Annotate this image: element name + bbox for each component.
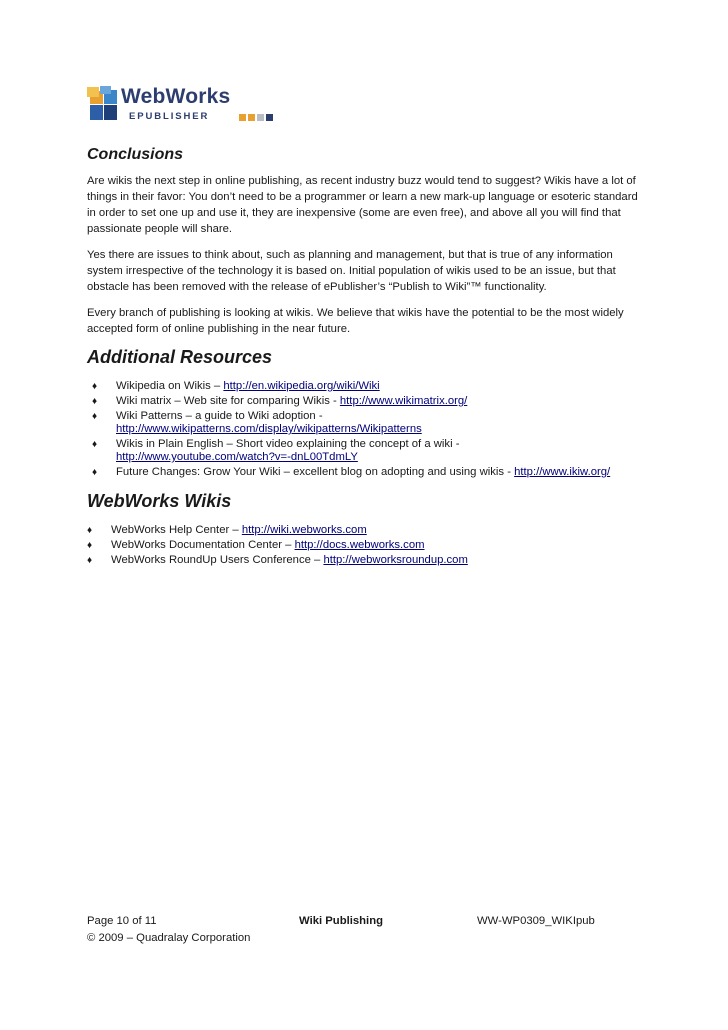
- additional-resources-section: [87, 347, 647, 479]
- documentation-center-link[interactable]: http://docs.webworks.com: [294, 539, 425, 551]
- diamond-bullet-icon: ♦: [92, 396, 98, 407]
- page-content: [87, 146, 647, 579]
- document-id: WW-WP0309_WIKIpub: [477, 915, 595, 927]
- wikipedia-link[interactable]: http://en.wikipedia.org/wiki/Wiki: [223, 380, 380, 392]
- ikiw-link[interactable]: http://www.ikiw.org/: [514, 466, 611, 478]
- list-item: [87, 395, 647, 408]
- item-text: Wikipedia on Wikis –: [116, 380, 224, 392]
- conclusions-section: [87, 146, 647, 337]
- list-item: [87, 438, 647, 464]
- webworks-epublisher-logo: [87, 86, 282, 128]
- webworks-wikis-list: [87, 524, 647, 567]
- logo-subtitle: EPUBLISHER: [129, 111, 210, 122]
- diamond-bullet-icon: ♦: [87, 540, 93, 551]
- diamond-bullet-icon: ♦: [92, 439, 98, 450]
- copyright: © 2009 – Quadralay Corporation: [87, 932, 251, 944]
- item-text: WebWorks Documentation Center –: [111, 539, 295, 551]
- logo-cube-icon: [87, 86, 121, 126]
- page-number: Page 10 of 11: [87, 915, 157, 927]
- conclusions-paragraph: Yes there are issues to think about, such as planning and management, but that is true of any information system irrespective of the technology it is based on. Initial population of wikis used to be an issue, but that obstacle has been removed with the release of ePublisher’s “Publish to Wiki”™ functionality.: [87, 249, 616, 293]
- conclusions-heading: Conclusions: [87, 146, 184, 163]
- logo-wordmark: WebWorks: [121, 85, 231, 108]
- item-text: Wiki Patterns – a guide to Wiki adoption -: [116, 410, 323, 422]
- item-text: Wiki matrix – Web site for comparing Wikis -: [116, 395, 340, 407]
- help-center-link[interactable]: http://wiki.webworks.com: [241, 524, 367, 536]
- logo-square-orange: [239, 114, 246, 121]
- youtube-link[interactable]: http://www.youtube.com/watch?v=-dnL00TdmLY: [116, 451, 358, 463]
- conclusions-paragraph: Every branch of publishing is looking at wikis. We believe that wikis have the potential to be the most widely accepted form of online publishing in the near future.: [87, 307, 624, 335]
- resources-list: [87, 380, 647, 479]
- wikipatterns-link[interactable]: http://www.wikipatterns.com/display/wikipatterns/Wikipatterns: [116, 423, 422, 435]
- diamond-bullet-icon: ♦: [87, 525, 93, 536]
- webworks-wikis-heading: WebWorks Wikis: [87, 491, 232, 511]
- list-item: [87, 410, 647, 436]
- list-item: [87, 524, 647, 537]
- logo-square-gray: [257, 114, 264, 121]
- item-text: WebWorks RoundUp Users Conference –: [111, 554, 324, 566]
- logo-square-orange: [248, 114, 255, 121]
- wikimatrix-link[interactable]: http://www.wikimatrix.org/: [339, 395, 468, 407]
- list-item: [87, 539, 647, 552]
- list-item: [87, 466, 647, 479]
- conclusions-paragraph: Are wikis the next step in online publishing, as recent industry buzz would tend to suggest? Wikis have a lot of things in their favor: You don’t need to be a programmer or learn a new mark-up language or esoteric standard in order to set one up and use it, they are inexpensive (some are even free), and above all you will find that passionate people will share.: [87, 175, 638, 235]
- roundup-link[interactable]: http://webworksroundup.com: [323, 554, 468, 566]
- item-text: Future Changes: Grow Your Wiki – excellent blog on adopting and using wikis -: [116, 466, 515, 478]
- list-item: [87, 380, 647, 393]
- logo-square-navy: [266, 114, 273, 121]
- diamond-bullet-icon: ♦: [92, 381, 98, 392]
- additional-resources-heading: Additional Resources: [87, 347, 273, 367]
- item-text: Wikis in Plain English – Short video explaining the concept of a wiki -: [116, 438, 460, 450]
- list-item: [87, 554, 647, 567]
- diamond-bullet-icon: ♦: [92, 411, 98, 422]
- item-text: WebWorks Help Center –: [111, 524, 242, 536]
- document-title: Wiki Publishing: [299, 915, 383, 927]
- webworks-wikis-section: [87, 491, 647, 567]
- diamond-bullet-icon: ♦: [87, 555, 93, 566]
- diamond-bullet-icon: ♦: [92, 467, 98, 478]
